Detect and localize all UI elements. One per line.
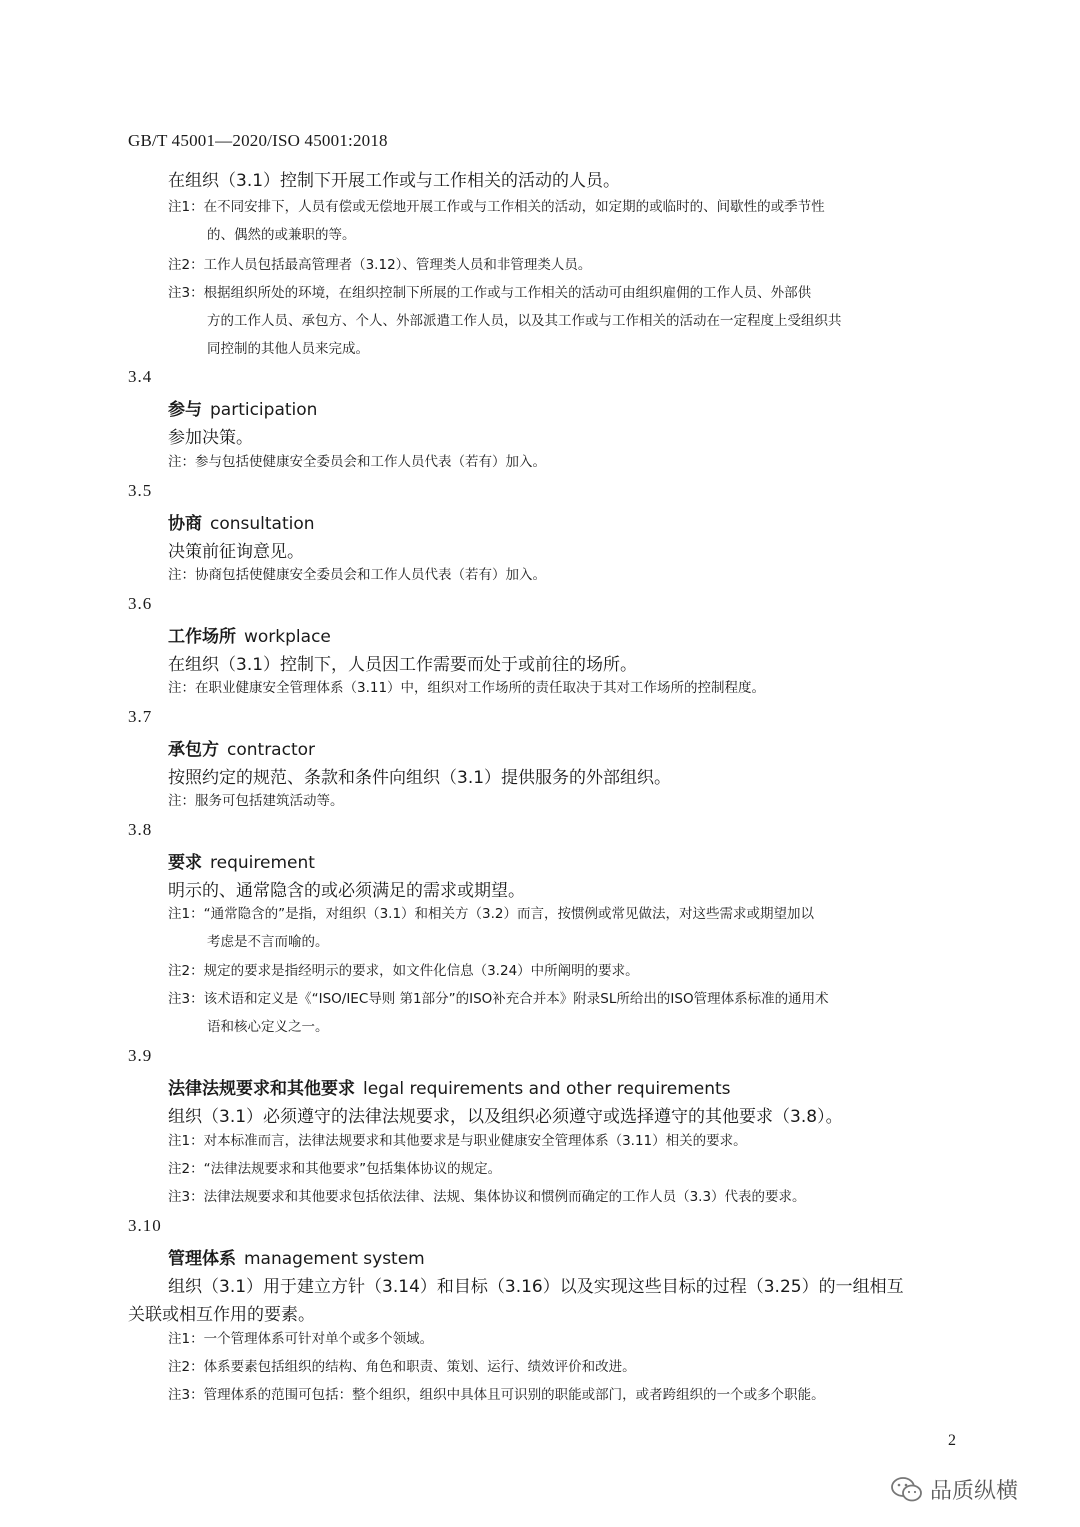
term-note-3	[168, 1381, 825, 1409]
term-definition: 组织（3.1）用于建立方针（3.14）和目标（3.16）以及实现这些目标的过程（3.25）的一组相互	[168, 1277, 904, 1297]
term-note	[168, 787, 344, 815]
term-definition-cont: 关联或相互作用的要素。	[128, 1305, 315, 1325]
term-en: legal requirements and other requirements	[363, 1079, 731, 1099]
term-note-1-cont: 考虑是不言而喻的。	[207, 934, 329, 950]
section-number: 3.5	[128, 481, 153, 500]
standard-code-header: GB/T 45001—2020/ISO 45001:2018	[128, 131, 388, 150]
note-line: 规定的要求是指经明示的要求，如文件化信息（3.24）中所阐明的要求。	[203, 963, 639, 979]
watermark-text: 品质纵横	[930, 1479, 1019, 1504]
intro-note-3	[168, 279, 811, 307]
note-label: 注：	[168, 454, 195, 470]
note-line: 协商包括使健康安全委员会和工作人员代表（若有）加入。	[195, 567, 546, 583]
note-label: 注3：	[168, 1387, 204, 1403]
note-line: 该术语和定义是《“ISO/IEC导则 第1部分”的ISO补充合并本》附录SL所给出的ISO管理体系标准的通用术	[203, 991, 829, 1007]
term-zh: 协商	[168, 514, 202, 534]
section-number: 3.9	[128, 1046, 153, 1065]
note-line: 一个管理体系可针对单个或多个领域。	[203, 1331, 434, 1347]
note-line: 根据组织所处的环境，在组织控制下所展的工作或与工作相关的活动可由组织雇佣的工作人员、外部供	[203, 285, 812, 301]
term-definition: 在组织（3.1）控制下，人员因工作需要而处于或前往的场所。	[168, 655, 638, 675]
term-zh: 参与	[168, 400, 202, 420]
note-label: 注：	[168, 793, 195, 809]
term-heading	[168, 1074, 731, 1099]
term-en: participation	[210, 400, 318, 420]
term-definition: 决策前征询意见。	[168, 542, 304, 562]
term-heading	[168, 395, 317, 420]
section-number: 3.8	[128, 820, 153, 839]
section-number: 3.10	[128, 1216, 162, 1235]
term-en: management system	[244, 1249, 425, 1269]
note-line: 对本标准而言，法律法规要求和其他要求是与职业健康安全管理体系（3.11）相关的要求。	[203, 1133, 747, 1149]
note-label: 注1：	[168, 1331, 204, 1347]
note-line: 法律法规要求和其他要求包括依法律、法规、集体协议和惯例而确定的工作人员（3.3）代表的要求。	[203, 1189, 806, 1205]
intro-note-1	[168, 193, 825, 221]
term-zh: 管理体系	[168, 1249, 236, 1269]
note-line: 服务可包括建筑活动等。	[195, 793, 344, 809]
watermark	[890, 1474, 1018, 1505]
term-note-1	[168, 900, 814, 928]
term-zh: 承包方	[168, 740, 219, 760]
term-note-2	[168, 957, 639, 985]
term-heading	[168, 735, 315, 760]
term-zh: 工作场所	[168, 627, 236, 647]
note-label: 注：	[168, 680, 195, 696]
term-en: requirement	[210, 853, 315, 873]
note-line: 在不同安排下，人员有偿或无偿地开展工作或与工作相关的活动，如定期的或临时的、间歇性的或季节性	[203, 199, 825, 215]
wechat-icon	[890, 1476, 924, 1504]
term-en: workplace	[244, 627, 331, 647]
note-label: 注2：	[168, 1161, 204, 1177]
term-heading	[168, 848, 315, 873]
note-label: 注2：	[168, 1359, 204, 1375]
section-number: 3.7	[128, 707, 153, 726]
page-number: 2	[948, 1432, 956, 1449]
note-label: 注：	[168, 567, 195, 583]
term-heading	[168, 509, 315, 534]
term-definition: 组织（3.1）必须遵守的法律法规要求，以及组织必须遵守或选择遵守的其他要求（3.8）。	[168, 1107, 843, 1127]
note-label: 注1：	[168, 906, 204, 922]
intro-note-2	[168, 251, 591, 279]
term-note-1	[168, 1325, 433, 1353]
intro-definition: 在组织（3.1）控制下开展工作或与工作相关的活动的人员。	[168, 171, 621, 191]
term-note	[168, 448, 546, 476]
term-note-1	[168, 1127, 747, 1155]
note-line: 体系要素包括组织的结构、角色和职责、策划、运行、绩效评价和改进。	[203, 1359, 636, 1375]
term-note-3-cont: 语和核心定义之一。	[207, 1019, 329, 1035]
intro-note-3-cont: 同控制的其他人员来完成。	[207, 341, 369, 357]
term-en: consultation	[210, 514, 315, 534]
term-definition: 按照约定的规范、条款和条件向组织（3.1）提供服务的外部组织。	[168, 768, 672, 788]
term-zh: 法律法规要求和其他要求	[168, 1079, 355, 1099]
term-definition: 明示的、通常隐含的或必须满足的需求或期望。	[168, 881, 525, 901]
term-definition: 参加决策。	[168, 428, 253, 448]
note-line: “法律法规要求和其他要求”包括集体协议的规定。	[203, 1161, 502, 1177]
term-heading	[168, 622, 331, 647]
note-line: 工作人员包括最高管理者（3.12）、管理类人员和非管理类人员。	[203, 257, 592, 273]
term-note	[168, 674, 765, 702]
term-note-2	[168, 1353, 636, 1381]
note-line: 参与包括使健康安全委员会和工作人员代表（若有）加入。	[195, 454, 546, 470]
note-label: 注3：	[168, 991, 204, 1007]
term-note-2	[168, 1155, 501, 1183]
intro-note-1-cont: 的、偶然的或兼职的等。	[207, 227, 356, 243]
note-label: 注2：	[168, 257, 204, 273]
note-label: 注1：	[168, 1133, 204, 1149]
section-number: 3.4	[128, 367, 153, 386]
term-note-3	[168, 985, 829, 1013]
term-heading	[168, 1244, 425, 1269]
note-label: 注3：	[168, 285, 204, 301]
note-line: 在职业健康安全管理体系（3.11）中，组织对工作场所的责任取决于其对工作场所的控制程度。	[195, 680, 766, 696]
note-line: 管理体系的范围可包括：整个组织，组织中具体且可识别的职能或部门，或者跨组织的一个或多个职能。	[203, 1387, 825, 1403]
intro-note-3-cont: 方的工作人员、承包方、个人、外部派遣工作人员，以及其工作或与工作相关的活动在一定程度上受组织共	[207, 313, 842, 329]
term-en: contractor	[227, 740, 315, 760]
note-label: 注3：	[168, 1189, 204, 1205]
term-note	[168, 561, 546, 589]
note-label: 注1：	[168, 199, 204, 215]
note-line: “通常隐含的”是指，对组织（3.1）和相关方（3.2）而言，按惯例或常见做法，对这些需求或期望加以	[203, 906, 815, 922]
note-label: 注2：	[168, 963, 204, 979]
section-number: 3.6	[128, 594, 153, 613]
term-zh: 要求	[168, 853, 202, 873]
term-note-3	[168, 1183, 806, 1211]
